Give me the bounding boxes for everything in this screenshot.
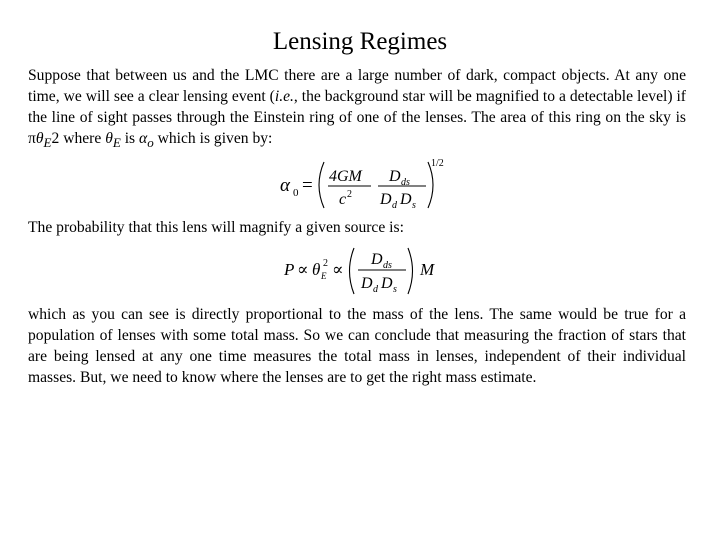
eq2-left-paren (350, 248, 355, 294)
eq2-m: M (420, 260, 435, 279)
intro-text-middle: , the background star will be magnified to a detectable level) if the line of sight passes through the Einstein ring of one of the lenses. The area of this ring on the sky is (28, 88, 687, 126)
eq2-right-paren (408, 248, 413, 294)
eq2-prop-1: ∝ (297, 260, 309, 279)
eq2-den-1: D (361, 275, 373, 292)
eq1-left-paren (319, 162, 324, 208)
eq2-den-2: D (381, 275, 393, 292)
eq2-den-2-sub: s (393, 284, 397, 295)
theta-subscript: E (43, 135, 52, 151)
slide-title: Lensing Regimes (272, 28, 448, 55)
where-text: where (59, 130, 106, 147)
intro-text-end: which is given by: (153, 130, 273, 147)
eq1-den-right-2-sub: s (412, 200, 416, 211)
eq1-lhs-sub: 0 (293, 187, 299, 199)
theta-symbol-2: θ (105, 130, 113, 147)
theta-symbol: θ (35, 130, 44, 147)
einstein-radius-equation (276, 155, 446, 213)
eq2-theta-sub: E (321, 271, 327, 281)
eq2-theta-sup: 2 (323, 258, 328, 269)
is-text: is (120, 130, 140, 147)
eq1-den-right-1-sub: d (392, 200, 397, 211)
eq2-prop-2: ∝ (332, 260, 344, 279)
theta-subscript-2: E (112, 135, 121, 151)
eq1-num-right-sub: ds (401, 177, 410, 188)
eq1-exponent: 1/2 (431, 158, 444, 169)
pi-symbol: π (28, 130, 36, 147)
eq1-den-left-sup: 2 (347, 189, 352, 200)
paragraph-conclusion: which as you can see is directly proportional to the mass of the lens. The same would be true for a population of lenses with some total mass. So we can conclude that measuring the fraction of stars that are being lensed at any one time measures the total mass in lenses, independent of their individual masses. But, we need to know where the lenses are to get the right mass estimate. (28, 306, 686, 386)
eq1-den-left: c (339, 191, 347, 208)
eq1-num-right: D (389, 168, 401, 185)
paragraph-intro (28, 65, 686, 153)
intro-text-start: Suppose that between us and the LMC there are a large number of dark, compact objects. At any one time, we will see a clear lensing event ( (28, 67, 686, 105)
eq2-num: D (371, 251, 383, 268)
eq1-num-left: 4GM (329, 168, 362, 185)
alpha-subscript: o (147, 135, 154, 151)
eq1-lhs: α (280, 175, 290, 196)
eq2-den-1-sub: d (373, 284, 378, 295)
probability-equation (280, 244, 445, 296)
eq2-theta: θ (312, 260, 321, 279)
eq2-num-sub: ds (383, 260, 392, 271)
eq2-p: P (284, 260, 295, 279)
squared: 2 (51, 130, 60, 147)
eq1-den-right-2: D (400, 191, 412, 208)
eq1-den-right-1: D (380, 191, 392, 208)
ie-abbrev: i.e. (274, 88, 294, 105)
alpha-symbol: α (139, 130, 148, 147)
eq1-equals: = (302, 175, 313, 196)
paragraph-probability: The probability that this lens will magnify a given source is: (28, 219, 404, 236)
